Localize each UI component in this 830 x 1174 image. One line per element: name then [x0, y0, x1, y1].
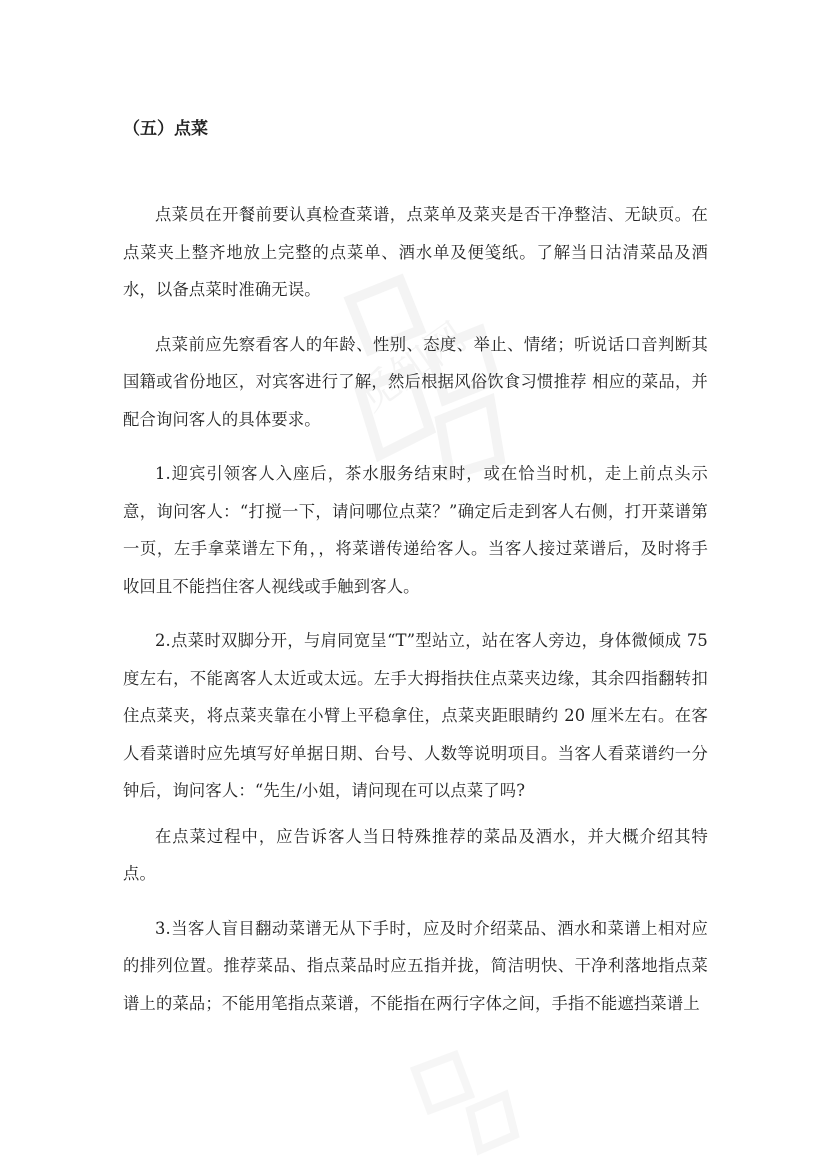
section-title: （五）点菜 [123, 119, 208, 139]
watermark-bottom-shape [415, 1055, 515, 1150]
paragraph-step-2: 2.点菜时双脚分开，与肩同宽呈“T”型站立，站在客人旁边，身体微倾成 75 度左右，不能离客人太近或太远。左手大拇指扶住点菜夹边缘，其余四指翻转扣住点菜夹，将点菜夹靠在小臂上平稳拿住，点菜夹距眼睛约 20 厘米左右。在客人看菜谱时应先填写好单据日期、台号、人数等说明项目。当客人看菜谱约一分钟后，询问客人：“先生/小姐，请问现在可以点菜了吗? [123, 631, 708, 800]
paragraph-preparation: 点菜员在开餐前要认真检查菜谱，点菜单及菜夹是否干净整洁、无缺页。在点菜夹上整齐地放上完整的点菜单、酒水单及便笺纸。了解当日沽清菜品及酒水，以备点菜时准确无误。 [123, 205, 708, 299]
paragraph-observe-guests: 点菜前应先察看客人的年龄、性别、态度、举止、情绪；听说话口音判断其国籍或省份地区，对宾客进行了解，然后根据风俗饮食习惯推荐 相应的菜品，并配合询问客人的具体要求。 [123, 334, 708, 429]
watermark-logo-bottom [400, 1040, 520, 1170]
document-body [123, 110, 708, 1039]
paragraph-step-1: 1.迎宾引领客人入座后，茶水服务结束时，或在恰当时机，走上前点头示意，询问客人：“打搅一下，请问哪位点菜？”确定后走到客人右侧，打开菜谱第一页，左手拿菜谱左下角，，将菜谱传递给客人。当客人接过菜谱后，及时将手收回且不能挡住客人视线或手触到客人。 [123, 464, 708, 596]
paragraph-step-3: 3.当客人盲目翻动菜谱无从下手时，应及时介绍菜品、酒水和菜谱上相对应的排列位置。推荐菜品、指点菜品时应五指并拢，简洁明快、干净利落地指点菜谱上的菜品；不能用笔指点菜谱，不能指在两行字体之间，手指不能遮挡菜谱上 [123, 918, 708, 1013]
watermark-text: 觅知网 [350, 314, 475, 421]
paragraph-recommend: 在点菜过程中，应告诉客人当日特殊推荐的菜品及酒水，并大概介绍其特点。 [123, 826, 708, 883]
